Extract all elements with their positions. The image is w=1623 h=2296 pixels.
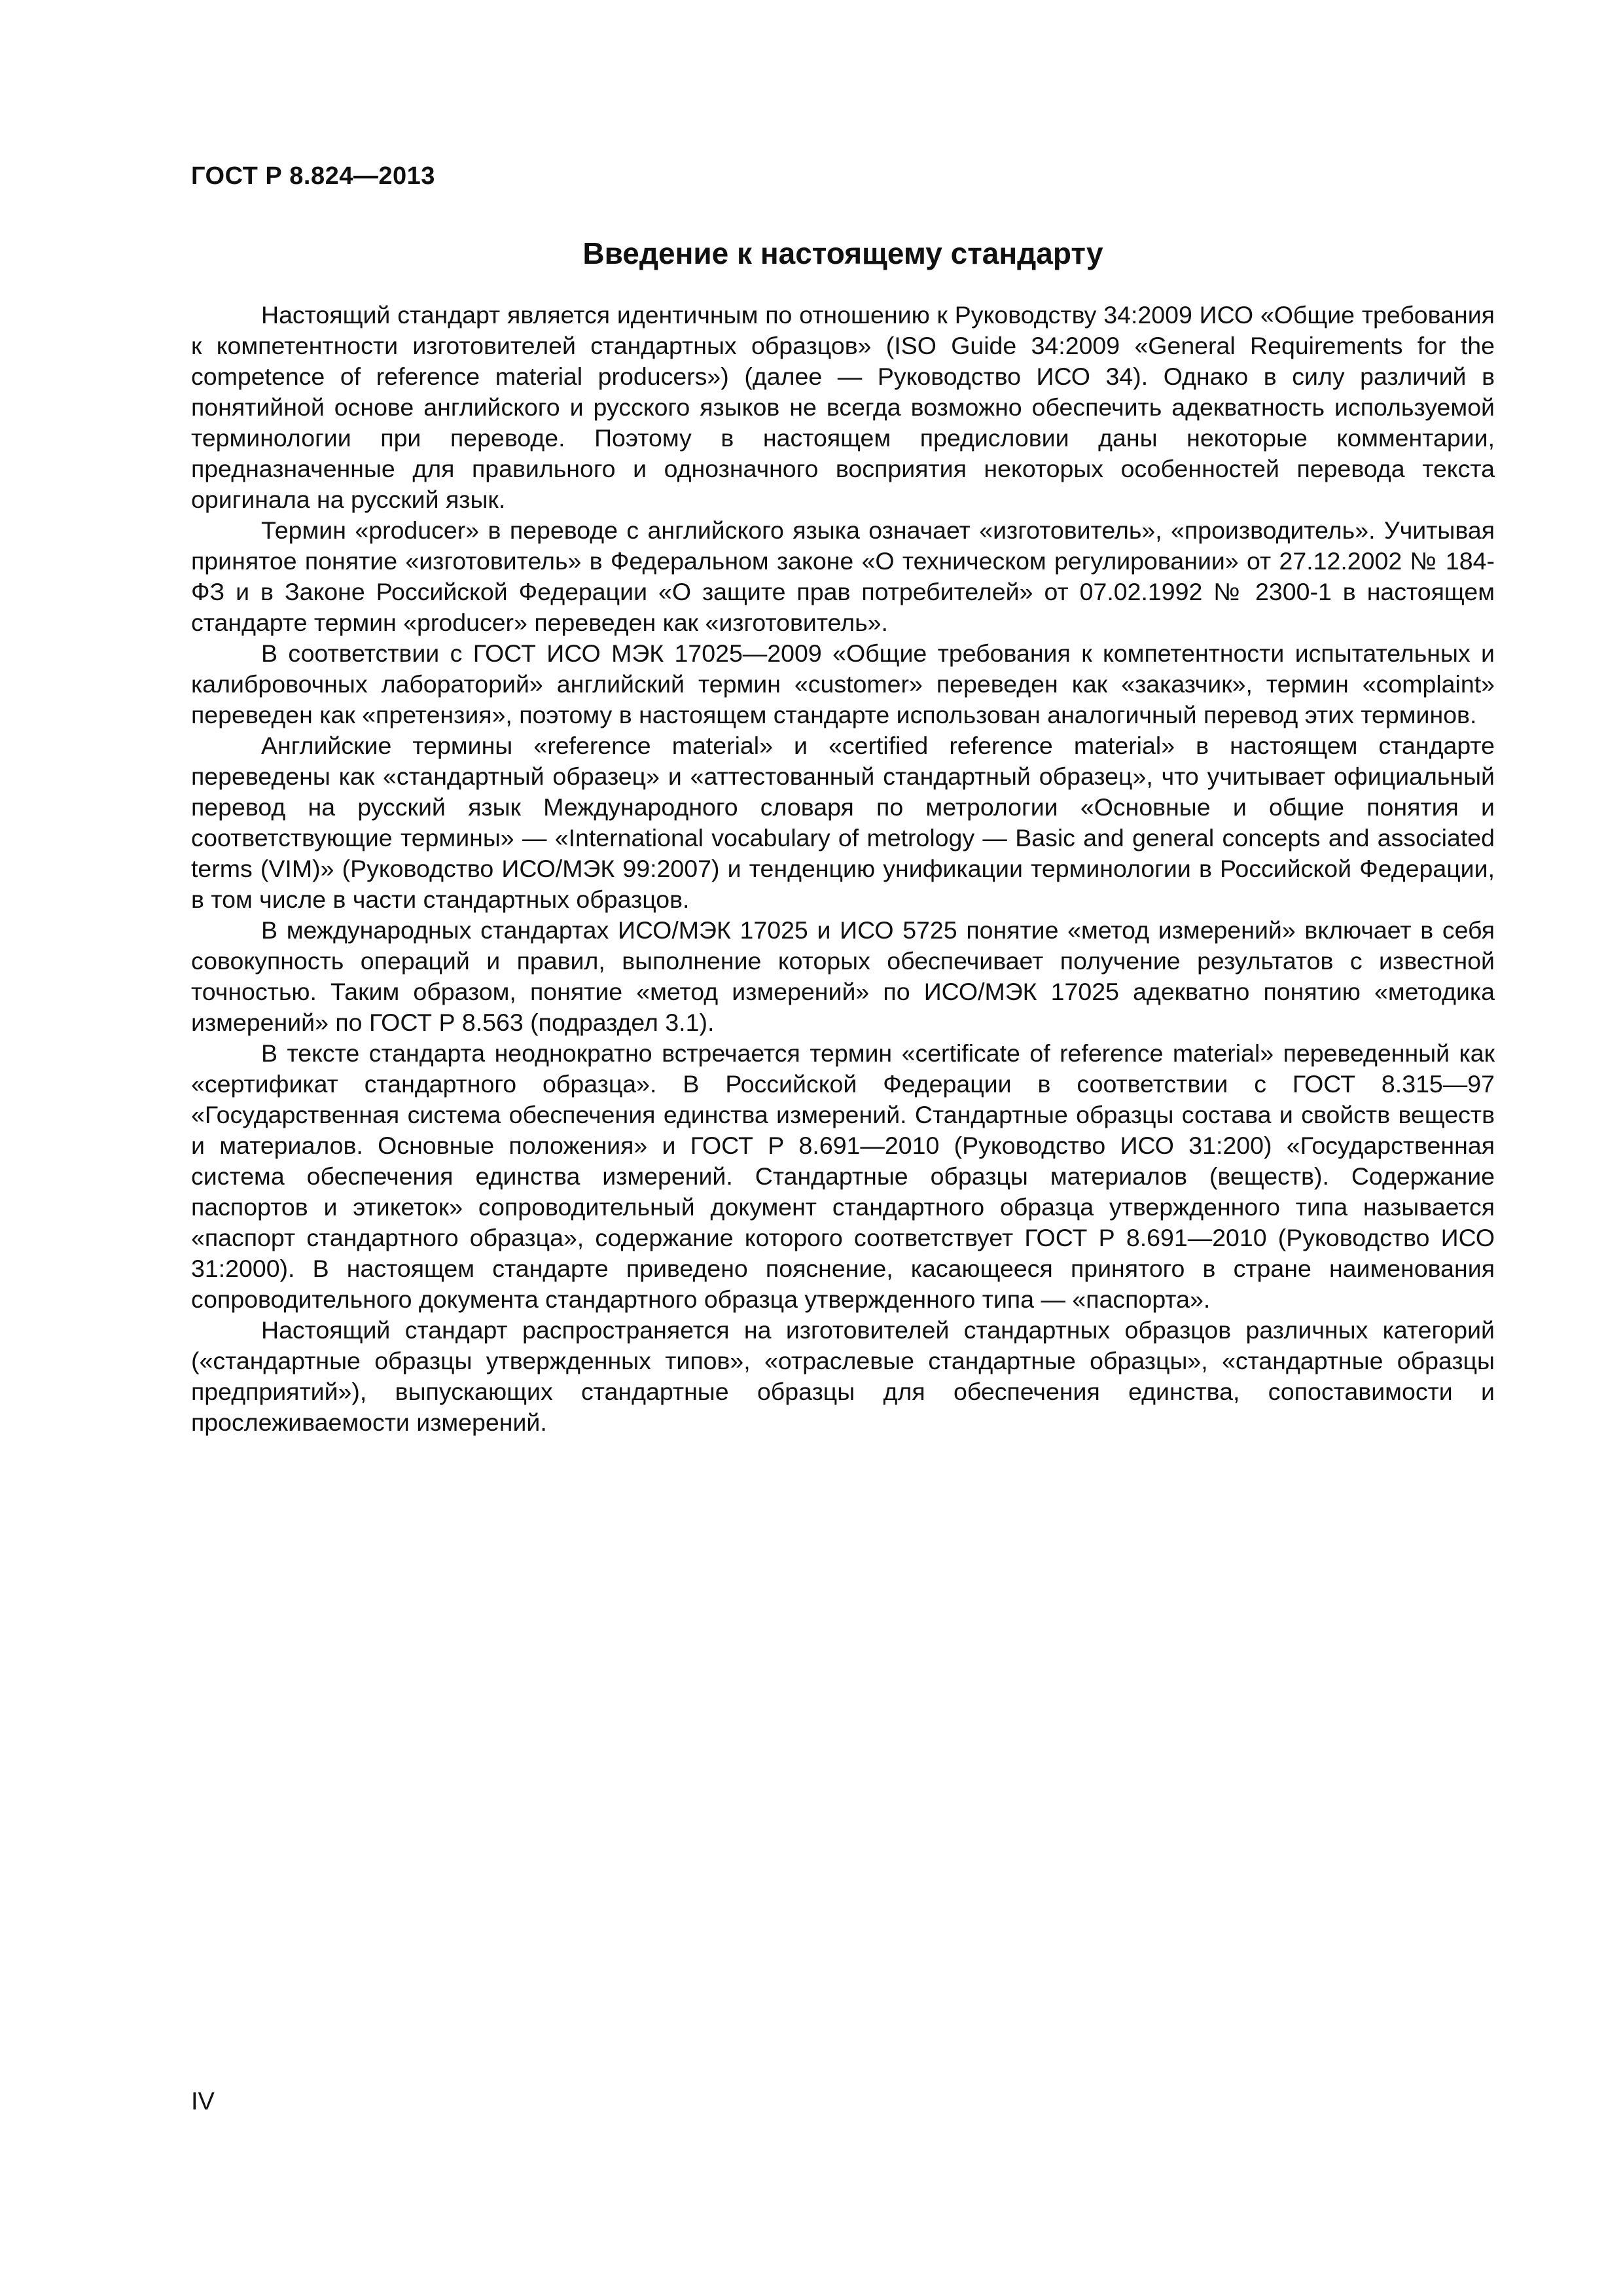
document-body xyxy=(191,300,1495,1438)
document-header: ГОСТ Р 8.824—2013 xyxy=(191,162,435,190)
paragraph-measurement-method: В международных стандартах ИСО/МЭК 17025 и ИСО 5725 понятие «метод измерений» включает в себя совокупность операций и правил, выполнение которых обеспечивает получение результатов с известной точностью. Таким образом, понятие «метод измерений» по ИСО/МЭК 17025 адекватно понятию «методика измерений» по ГОСТ Р 8.563 (подраздел 3.1). xyxy=(191,916,1495,1036)
paragraph-intro: Настоящий стандарт является идентичным по отношению к Руководству 34:2009 ИСО «Общие требования к компетентности изготовителей стандартных образцов» (ISO Guide 34:2009 «General Requirements for the competence of reference material producers») (далее — Руководство ИСО 34). Однако в силу различий в понятийной основе английского и русского языков не всегда возможно обеспечить адекватность используемой терминологии при переводе. Поэтому в настоящем предисловии даны некоторые комментарии, предназначенные для правильного и однозначного восприятия некоторых особенностей перевода текста оригинала на русский язык. xyxy=(191,301,1495,513)
page-number: IV xyxy=(191,2088,215,2115)
section-title: Введение к настоящему стандарту xyxy=(582,236,1103,270)
paragraph-reference-material: Английские термины «reference material» и «certified reference material» в настоящем стандарте переведены как «стандартный образец» и «аттестованный стандартный образец», что учитывает официальный перевод на русский язык Международного словаря по метрологии «Основные и общие понятия и соответствующие термины» — «International vocabulary of metrology — Basic and general concepts and associated terms (VIM)» (Руководство ИСО/МЭК 99:2007) и тенденцию унификации терминологии в Российской Федерации, в том числе в части стандартных образцов. xyxy=(191,732,1495,913)
paragraph-producer-term: Термин «producer» в переводе с английского языка означает «изготовитель», «производитель». Учитывая принятое понятие «изготовитель» в Федеральном законе «О техническом регулировании» от 27.12.2002 № 184-ФЗ и в Законе Российской Федерации «О защите прав потребителей» от 07.02.1992 № 2300-1 в настоящем стандарте термин «producer» переведен как «изготовитель». xyxy=(191,516,1495,636)
paragraph-certificate: В тексте стандарта неоднократно встречается термин «certificate of reference material» переведенный как «сертификат стандартного образца». В Российской Федерации в соответствии с ГОСТ 8.315—97 «Государственная система обеспечения единства измерений. Стандартные образцы состава и свойств веществ и материалов. Основные положения» и ГОСТ Р 8.691—2010 (Руководство ИСО 31:200) «Государственная система обеспечения единства измерений. Стандартные образцы материалов (веществ). Содержание паспортов и этикеток» сопроводительный документ стандартного образца утвержденного типа называется «паспорт стандартного образца», содержание которого соответствует ГОСТ Р 8.691—2010 (Руководство ИСО 31:2000). В настоящем стандарте приведено пояснение, касающееся принятого в стране наименования сопроводительного документа стандартного образца утвержденного типа — «паспорта». xyxy=(191,1039,1495,1313)
paragraph-customer-complaint: В соответствии с ГОСТ ИСО МЭК 17025—2009 «Общие требования к компетентности испытательных и калибровочных лабораторий» английский термин «customer» переведен как «заказчик», термин «complaint» переведен как «претензия», поэтому в настоящем стандарте использован аналогичный перевод этих терминов. xyxy=(191,639,1495,728)
paragraph-scope: Настоящий стандарт распространяется на изготовителей стандартных образцов различных категорий («стандартные образцы утвержденных типов», «отраслевые стандартные образцы», «стандартные образцы предприятий»), выпускающих стандартные образцы для обеспечения единства, сопоставимости и прослеживаемости измерений. xyxy=(191,1316,1495,1436)
